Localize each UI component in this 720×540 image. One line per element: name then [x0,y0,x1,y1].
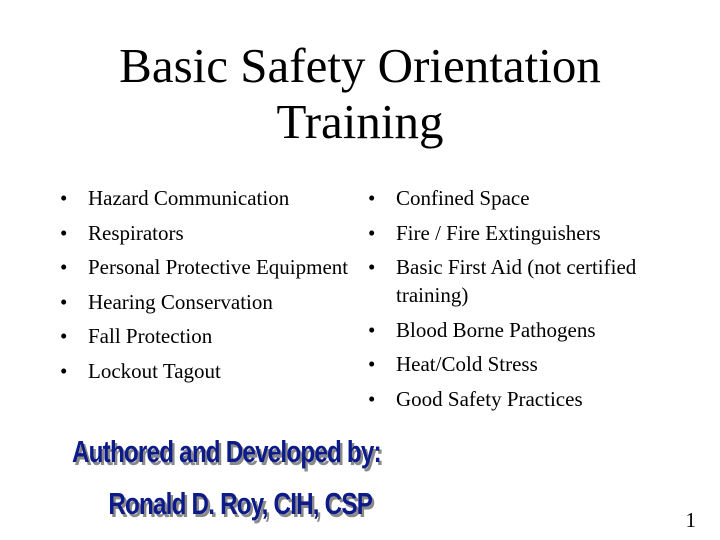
list-item-label: Respirators [88,220,184,245]
list-item-label: Fall Protection [88,324,213,348]
list-item [368,350,658,378]
list-item [368,253,658,309]
bullet: • [60,289,68,314]
list-item-label: Good Safety Practices [396,386,583,411]
right-topic-list [368,184,658,419]
list-item-label: Blood Borne Pathogens [396,317,596,342]
list-item [368,385,658,413]
bullet: • [368,386,376,411]
slide-title [20,38,700,150]
list-item [60,253,350,281]
page-number: 1 [685,508,696,532]
author-name: Ronald D. Roy, CIH, CSP [108,486,373,521]
left-topic-list [60,184,350,391]
list-item [368,316,658,344]
list-item [368,219,658,247]
list-item [60,288,350,316]
list-item [60,219,350,247]
bullet: • [368,352,376,376]
list-item [60,184,350,212]
title-line-2: Training [276,94,444,149]
author-credit-line: Authored and Developed by: [72,434,381,469]
bullet: • [60,186,68,210]
title-line-1: Basic Safety Orientation [119,38,601,93]
list-item-label: Lockout Tagout [88,358,221,383]
list-item [60,357,350,385]
list-item-label: Fire / Fire Extinguishers [396,220,601,245]
bullet: • [60,324,68,348]
bullet: • [60,255,68,279]
list-item-label: Basic First Aid (not certified training) [396,255,637,307]
bullet: • [368,255,376,279]
bullet: • [368,220,376,245]
list-item-label: Heat/Cold Stress [396,352,538,376]
bullet: • [60,220,68,245]
list-item [60,322,350,350]
list-item-label: Confined Space [396,186,530,210]
list-item-label: Personal Protective Equipment [88,255,349,279]
list-item-label: Hazard Communication [88,186,290,210]
list-item-label: Hearing Conservation [88,289,273,314]
list-item [368,184,658,212]
bullet: • [368,186,376,210]
bullet: • [368,317,376,342]
bullet: • [60,358,68,383]
